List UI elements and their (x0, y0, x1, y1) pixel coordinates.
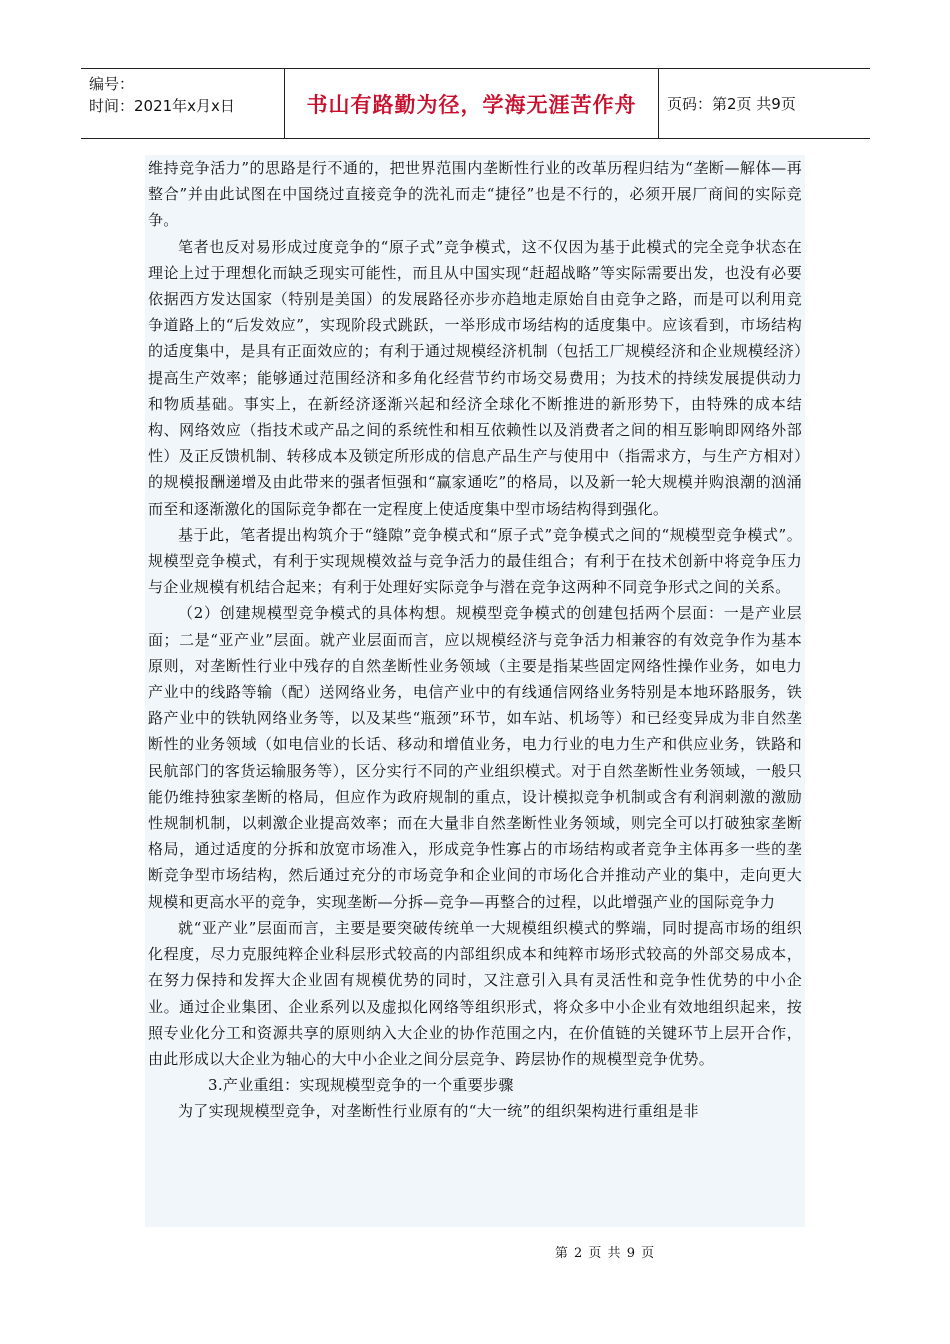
section-heading: 3.产业重组：实现规模型竞争的一个重要步骤 (208, 1076, 514, 1095)
header-motto-cell (284, 69, 659, 138)
document-time: 时间：2021年x月x日 (89, 97, 235, 115)
paragraph-1: 维持竞争活力”的思路是行不通的，把世界范围内垄断性行业的改革历程归结为“垄断—解体—再整合”并由此试图在中国绕过直接竞争的洗礼而走“捷径”也是不行的，必须开展厂商间的实际竞争。 (148, 159, 802, 230)
paragraph-4: （2）创建规模型竞争模式的具体构想。规模型竞争模式的创建包括两个层面：一是产业层面；二是“亚产业”层面。就产业层面而言，应以规模经济与竞争活力相兼容的有效竞争作为基本原则，对垄断性行业中残存的自然垄断性业务领域（主要是指某些固定网络性操作业务，如电力产业中的线路等输（配）送网络业务，电信产业中的有线通信网络业务特别是本地环路服务，铁路产业中的铁轨网络业务等，以及某些“瓶颈”环节，如车站、机场等）和已经变异成为非自然垄断性的业务领域（如电信业的长话、移动和增值业务，电力行业的电力生产和供应业务，铁路和民航部门的客货运输服务等），区分实行不同的产业组织模式。对于自然垄断性业务领域，一般只能仍维持独家垄断的格局，但应作为政府规制的重点，设计模拟竞争机制或含有利润刺激的激励性规制机制，以刺激企业提高效率；而在大量非自然垄断性业务领域，则完全可以打破独家垄断格局，通过适度的分拆和放宽市场准入，形成竞争性寡占的市场结构或者竞争主体再多一些的垄断竞争型市场结构，然后通过充分的市场竞争和企业间的市场化合并推动产业的集中，走向更大规模和更高水平的竞争，实现垄断—分拆—竞争—再整合的过程，以此增强产业的国际竞争力 (148, 604, 802, 911)
document-body (145, 155, 805, 1227)
paragraph-6: 为了实现规模型竞争，对垄断性行业原有的“大一统”的组织架构进行重组是非 (178, 1102, 699, 1121)
header-page-number: 页码：第2页 共9页 (667, 95, 796, 113)
header-meta (81, 69, 284, 138)
header-motto: 书山有路勤为径，学海无涯苦作舟 (306, 92, 637, 117)
paragraph-2: 笔者也反对易形成过度竞争的“原子式”竞争模式，这不仅因为基于此模式的完全竞争状态在理论上过于理想化而缺乏现实可能性，而且从中国实现“赶超战略”等实际需要出发，也没有必要依据西方发达国家（特别是美国）的发展路径亦步亦趋地走原始自由竞争之路，而是可以利用竞争道路上的“后发效应”，实现阶段式跳跃，一举形成市场结构的适度集中。应该看到，市场结构的适度集中，是具有正面效应的；有利于通过规模经济机制（包括工厂规模经济和企业规模经济）提高生产效率；能够通过范围经济和多角化经营节约市场交易费用；为技术的持续发展提供动力和物质基础。事实上，在新经济逐渐兴起和经济全球化不断推进的新形势下，由特殊的成本结构、网络效应（指技术或产品之间的系统性和相互依赖性以及消费者之间的相互影响即网络外部性）及正反馈机制、转移成本及锁定所形成的信息产品生产与使用中（指需求方，与生产方相对）的规模报酬递增及由此带来的强者恒强和“赢家通吃”的格局，以及新一轮大规模并购浪潮的汹涌而至和逐渐激化的国际竞争都在一定程度上使适度集中型市场结构得到强化。 (148, 237, 802, 518)
document-number: 编号： (89, 75, 135, 93)
page-footer: 第 2 页 共 9 页 (554, 1246, 656, 1261)
header-page-cell (659, 69, 870, 138)
paragraph-3: 基于此，笔者提出构筑介于“缝隙”竞争模式和“原子式”竞争模式之间的“规模型竞争模式”。规模型竞争模式，有利于实现规模效益与竞争活力的最佳组合；有利于在技术创新中将竞争压力与企业规模有机结合起来；有利于处理好实际竞争与潜在竞争这两种不同竞争形式之间的关系。 (148, 525, 802, 597)
page-header (81, 68, 870, 139)
paragraph-5: 就“亚产业”层面而言，主要是要突破传统单一大规模组织模式的弊端，同时提高市场的组织化程度，尽力克服纯粹企业科层形式较高的内部组织成本和纯粹市场形式较高的外部交易成本，在努力保持和发挥大企业固有规模优势的同时，又注意引入具有灵活性和竞争性优势的中小企业。通过企业集团、企业系列以及虚拟化网络等组织形式，将众多中小企业有效地组织起来，按照专业化分工和资源共享的原则纳入大企业的协作范围之内，在价值链的关键环节上层开合作，由此形成以大企业为轴心的大中小企业之间分层竞争、跨层协作的规模型竞争优势。 (148, 918, 802, 1068)
